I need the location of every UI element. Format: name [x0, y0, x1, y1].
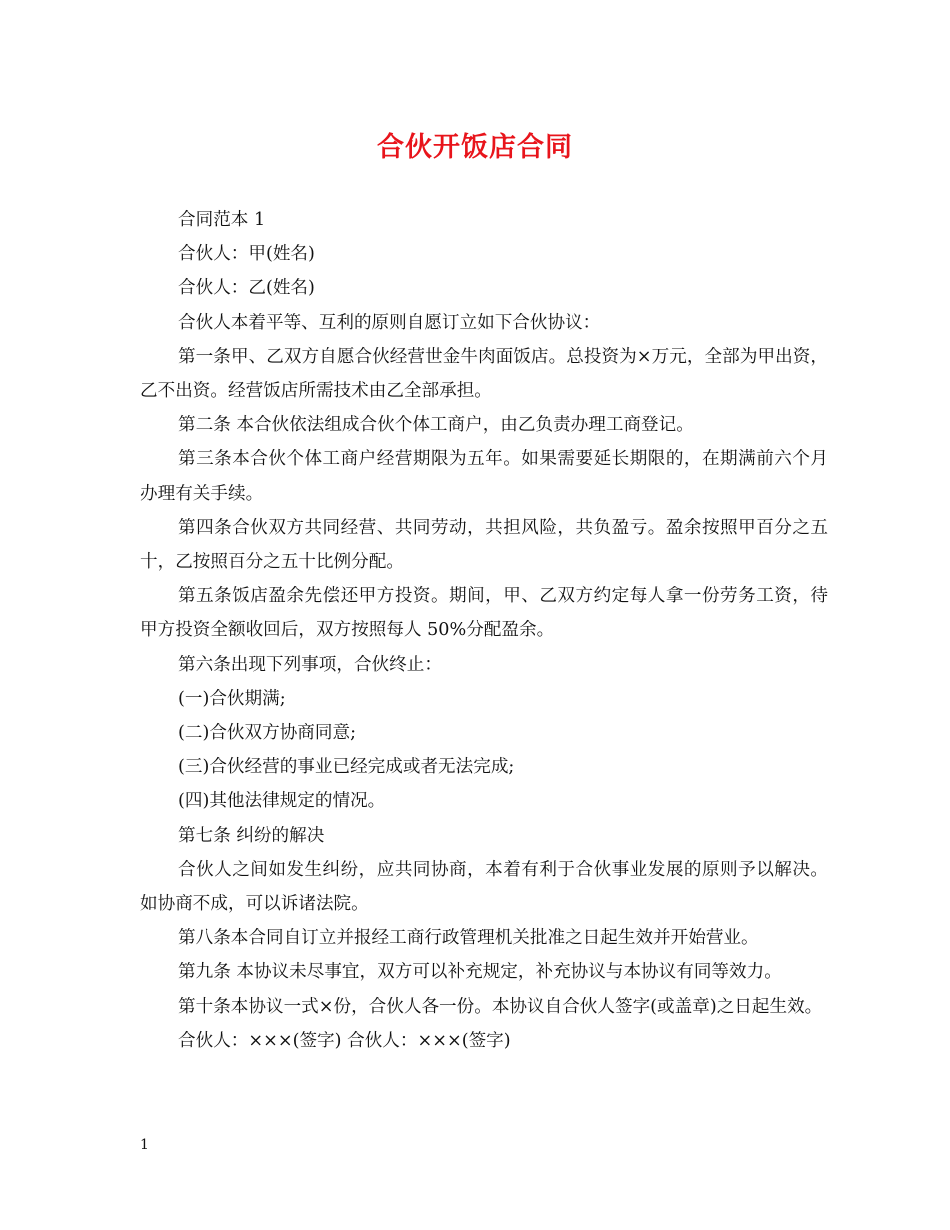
list-item: (一)合伙期满;: [178, 688, 286, 709]
paragraph: 合同范本 1: [178, 210, 266, 230]
document-title: 合伙开饭店合同: [377, 132, 573, 163]
paragraph: 第三条本合伙个体工商户经营期限为五年。如果需要延长期限的，在期满前六个月办理有关手续。: [140, 449, 828, 504]
paragraph: 合伙人：甲(姓名): [178, 244, 315, 265]
paragraph: 第五条饭店盈余先偿还甲方投资。期间，甲、乙双方约定每人拿一份劳务工资，待甲方投资全额收回后，双方按照每人 50%分配盈余。: [140, 586, 828, 641]
paragraph: 合伙人：乙(姓名): [178, 278, 315, 299]
list-item: (二)合伙双方协商同意;: [178, 723, 357, 744]
paragraph: 第八条本合同自订立并报经工商行政管理机关批准之日起生效并开始营业。: [178, 928, 759, 949]
paragraph: 合伙人本着平等、互利的原则自愿订立如下合伙协议：: [178, 312, 601, 333]
paragraph: 第九条 本协议未尽事宜，双方可以补充规定，补充协议与本协议有同等效力。: [178, 962, 782, 983]
paragraph: 第七条 纠纷的解决: [178, 825, 325, 846]
paragraph: 合伙人之间如发生纠纷，应共同协商，本着有利于合伙事业发展的原则予以解决。如协商不成，可以诉诸法院。: [140, 859, 828, 915]
paragraph: 第六条出现下列事项，合伙终止：: [178, 654, 442, 675]
paragraph: 第四条合伙双方共同经营、共同劳动，共担风险，共负盈亏。盈余按照甲百分之五十，乙按照百分之五十比例分配。: [140, 517, 828, 573]
list-item: (三)合伙经营的事业已经完成或者无法完成;: [178, 757, 515, 778]
paragraph: 第十条本协议一式×份，合伙人各一份。本协议自合伙人签字(或盖章)之日起生效。: [178, 996, 823, 1017]
paragraph: 第二条 本合伙依法组成合伙个体工商户，由乙负责办理工商登记。: [178, 415, 694, 436]
page-number: 1: [140, 1137, 149, 1153]
paragraph: 第一条甲、乙双方自愿合伙经营世金牛肉面饭店。总投资为×万元，全部为甲出资，乙不出资。经营饭店所需技术由乙全部承担。: [140, 346, 828, 402]
signature-line: 合伙人：×××(签字) 合伙人：×××(签字): [178, 1030, 511, 1051]
list-item: (四)其他法律规定的情况。: [178, 791, 386, 812]
document-body: [140, 203, 828, 1058]
